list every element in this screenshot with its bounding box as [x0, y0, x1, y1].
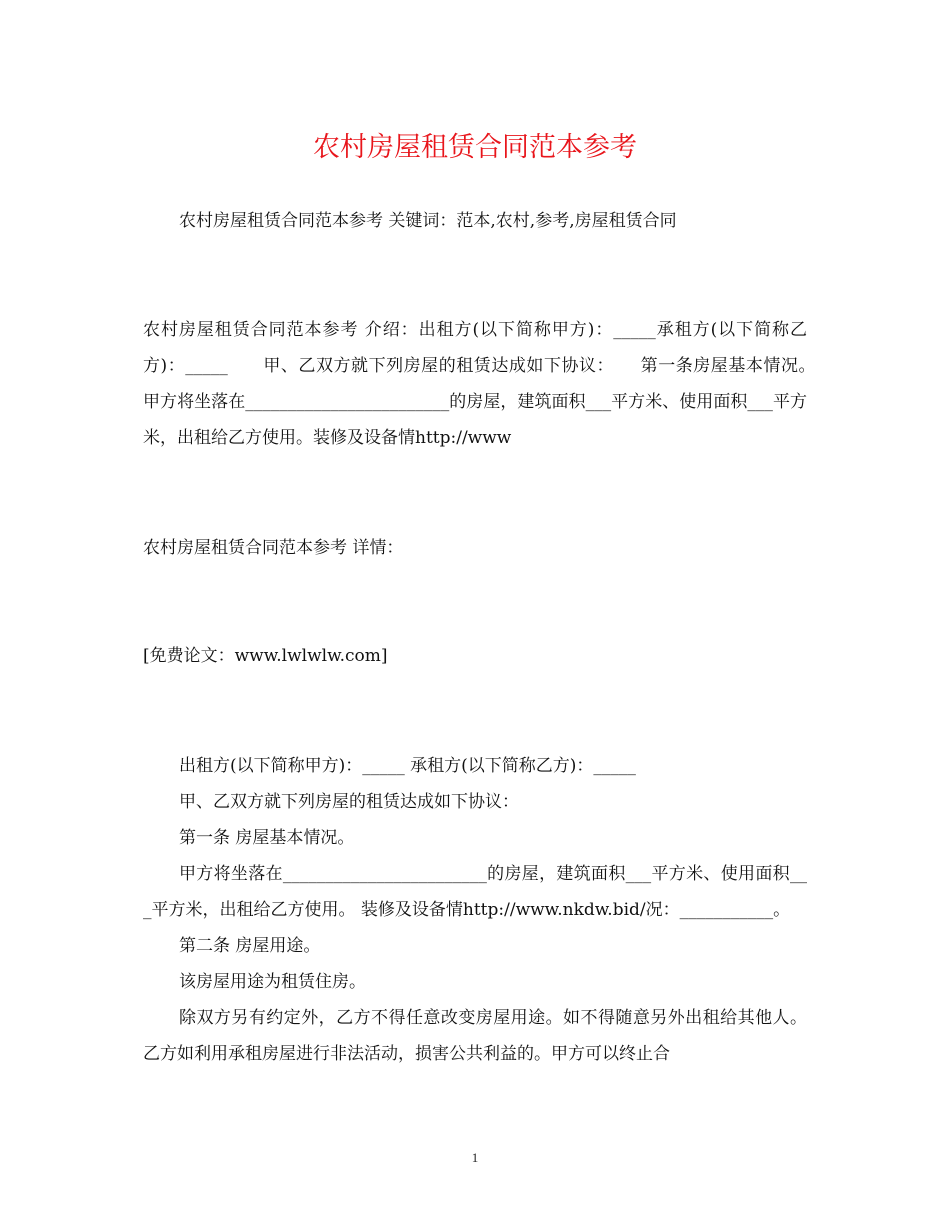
- keywords-line: 农村房屋租赁合同范本参考 关键词：范本,农村,参考,房屋租赁合同: [179, 211, 677, 231]
- source-note: [免费论文：www.lwlwlw.com]: [143, 646, 388, 666]
- document-title: 农村房屋租赁合同范本参考: [313, 132, 637, 163]
- paragraph-agreement: 甲、乙双方就下列房屋的租赁达成如下协议：: [179, 792, 519, 812]
- details-heading: 农村房屋租赁合同范本参考 详情：: [143, 538, 404, 558]
- article-2-text: 该房屋用途为租赁住房。: [179, 972, 366, 992]
- article-1-heading: 第一条 房屋基本情况。: [179, 828, 355, 848]
- article-2-restrictions: 除双方另有约定外，乙方不得任意改变房屋用途。如不得随意另外出租给其他人。 乙方如利用承租房屋进行非法活动，损害公共利益的。甲方可以终止合: [143, 1008, 807, 1064]
- contract-body: [143, 748, 807, 1072]
- article-1-text: 甲方将坐落在________________________的房屋，建筑面积___平方米、使用面积___平方米，出租给乙方使用。 装修及设备情http://www.nkdw.bid/况：___________。: [143, 864, 807, 920]
- article-2-heading: 第二条 房屋用途。: [179, 936, 321, 956]
- intro-paragraph: 农村房屋租赁合同范本参考 介绍：出租方(以下简称甲方)：_____承租方(以下简称乙方)：_____ 甲、乙双方就下列房屋的租赁达成如下协议： 第一条房屋基本情况。 甲方将坐落在________________________的房屋，建筑面积___平方米、使用面积___平方米，出租给乙方使用。装修及设备情http://www: [143, 320, 841, 448]
- page-number: 1: [471, 1150, 479, 1165]
- paragraph-parties: 出租方(以下简称甲方)：_____ 承租方(以下简称乙方)：_____: [179, 756, 636, 776]
